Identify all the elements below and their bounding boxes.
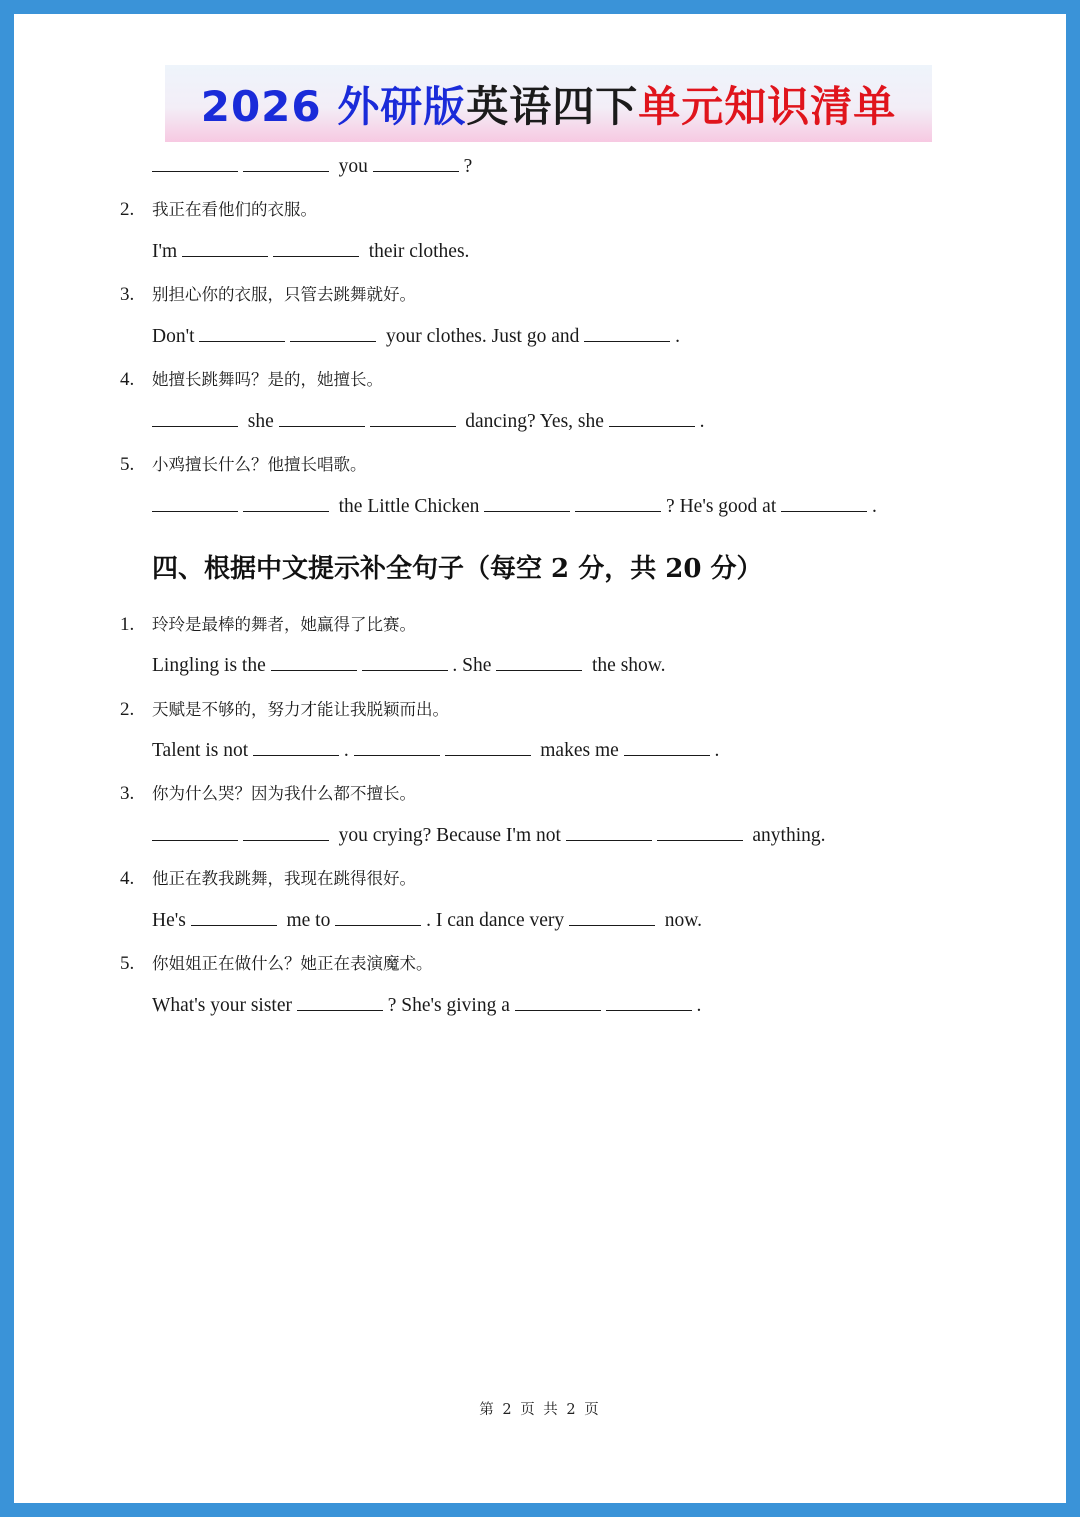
sentence-text: . <box>696 995 702 1016</box>
answer-blank[interactable] <box>152 495 238 512</box>
answer-blank[interactable] <box>243 155 329 172</box>
question-number: 5. <box>120 454 135 475</box>
question-number: 3. <box>120 783 135 804</box>
sentence-text: Don't <box>152 326 200 347</box>
question-number: 4. <box>120 369 135 390</box>
english-sentence <box>152 739 719 763</box>
sentence-text: . <box>675 326 680 347</box>
english-sentence <box>152 240 469 264</box>
chinese-hint: 我正在看他们的衣服。 <box>152 200 317 219</box>
question-number: 5. <box>120 953 135 974</box>
sentence-text: . <box>343 740 354 761</box>
english-sentence <box>152 824 826 848</box>
answer-blank[interactable] <box>297 994 383 1011</box>
question-number: 2. <box>120 199 135 220</box>
chinese-hint: 玲玲是最棒的舞者，她赢得了比赛。 <box>152 615 416 634</box>
answer-blank[interactable] <box>243 495 329 512</box>
sentence-text: What's your sister <box>152 995 297 1016</box>
answer-blank[interactable] <box>657 824 743 841</box>
answer-blank[interactable] <box>335 909 421 926</box>
answer-blank[interactable] <box>496 654 582 671</box>
answer-blank[interactable] <box>199 325 285 342</box>
banner-title-blue: 2026 外研版 <box>200 81 467 131</box>
banner-title-black: 英语四下 <box>466 81 639 131</box>
question-number: 4. <box>120 868 135 889</box>
english-sentence <box>152 155 472 179</box>
answer-blank[interactable] <box>575 495 661 512</box>
answer-blank[interactable] <box>273 240 359 257</box>
english-sentence <box>152 909 702 933</box>
answer-blank[interactable] <box>515 994 601 1011</box>
answer-blank[interactable] <box>609 410 695 427</box>
chinese-hint: 小鸡擅长什么？他擅长唱歌。 <box>152 455 367 474</box>
answer-blank[interactable] <box>484 495 570 512</box>
answer-blank[interactable] <box>182 240 268 257</box>
answer-blank[interactable] <box>253 739 339 756</box>
section-four-heading: 四、根据中文提示补全句子（每空 2 分，共 20 分） <box>152 554 763 584</box>
sentence-text: now. <box>659 910 702 931</box>
sentence-text: . I can dance very <box>426 910 570 931</box>
answer-blank[interactable] <box>569 909 655 926</box>
sentence-text: anything. <box>747 825 826 846</box>
english-sentence <box>152 325 680 349</box>
sentence-text: . <box>872 496 877 517</box>
sentence-text: ? He's good at <box>666 496 782 517</box>
question-number: 2. <box>120 699 135 720</box>
answer-blank[interactable] <box>279 410 365 427</box>
sentence-text: He's <box>152 910 191 931</box>
chinese-hint: 别担心你的衣服，只管去跳舞就好。 <box>152 285 416 304</box>
sentence-text: makes me <box>535 740 624 761</box>
answer-blank[interactable] <box>191 909 277 926</box>
sentence-text: you <box>333 156 373 177</box>
english-sentence <box>152 994 701 1018</box>
sentence-text: Lingling is the <box>152 655 271 676</box>
answer-blank[interactable] <box>781 495 867 512</box>
english-sentence <box>152 495 877 519</box>
sentence-text: dancing? Yes, she <box>460 411 609 432</box>
sentence-text: Talent is not <box>152 740 253 761</box>
sentence-text: . <box>714 740 720 761</box>
chinese-hint: 天赋是不够的，努力才能让我脱颖而出。 <box>152 700 449 719</box>
answer-blank[interactable] <box>354 739 440 756</box>
answer-blank[interactable] <box>362 654 448 671</box>
sentence-text: ? She's giving a <box>387 995 515 1016</box>
answer-blank[interactable] <box>152 824 238 841</box>
sentence-text: I'm <box>152 241 183 262</box>
answer-blank[interactable] <box>445 739 531 756</box>
sentence-text: me to <box>281 910 336 931</box>
english-sentence <box>152 654 665 678</box>
answer-blank[interactable] <box>290 325 376 342</box>
answer-blank[interactable] <box>243 824 329 841</box>
answer-blank[interactable] <box>624 739 710 756</box>
chinese-hint: 你为什么哭？因为我什么都不擅长。 <box>152 784 416 803</box>
question-number: 3. <box>120 284 135 305</box>
sentence-text: ? <box>463 156 473 177</box>
answer-blank[interactable] <box>370 410 456 427</box>
answer-blank[interactable] <box>152 410 238 427</box>
english-sentence <box>152 410 705 434</box>
answer-blank[interactable] <box>566 824 652 841</box>
answer-blank[interactable] <box>152 155 238 172</box>
worksheet-page <box>14 14 1066 1503</box>
sentence-text: your clothes. Just go and <box>381 326 585 347</box>
chinese-hint: 你姐姐正在做什么？她正在表演魔术。 <box>152 954 433 973</box>
sentence-text: . She <box>452 655 497 676</box>
page-footer: 第 2 页 共 2 页 <box>479 1402 601 1418</box>
chinese-hint: 他正在教我跳舞，我现在跳得很好。 <box>152 869 416 888</box>
banner-title-red: 单元知识清单 <box>638 81 897 131</box>
title-banner <box>165 65 932 142</box>
answer-blank[interactable] <box>584 325 670 342</box>
chinese-hint: 她擅长跳舞吗？是的，她擅长。 <box>152 370 383 389</box>
answer-blank[interactable] <box>271 654 357 671</box>
question-number: 1. <box>120 614 135 635</box>
sentence-text: . <box>699 411 705 432</box>
answer-blank[interactable] <box>606 994 692 1011</box>
sentence-text: their clothes. <box>363 241 470 262</box>
sentence-text: the Little Chicken <box>333 496 485 517</box>
sentence-text: she <box>242 411 279 432</box>
sentence-text: you crying? Because I'm not <box>333 825 566 846</box>
answer-blank[interactable] <box>373 155 459 172</box>
sentence-text: the show. <box>587 655 666 676</box>
